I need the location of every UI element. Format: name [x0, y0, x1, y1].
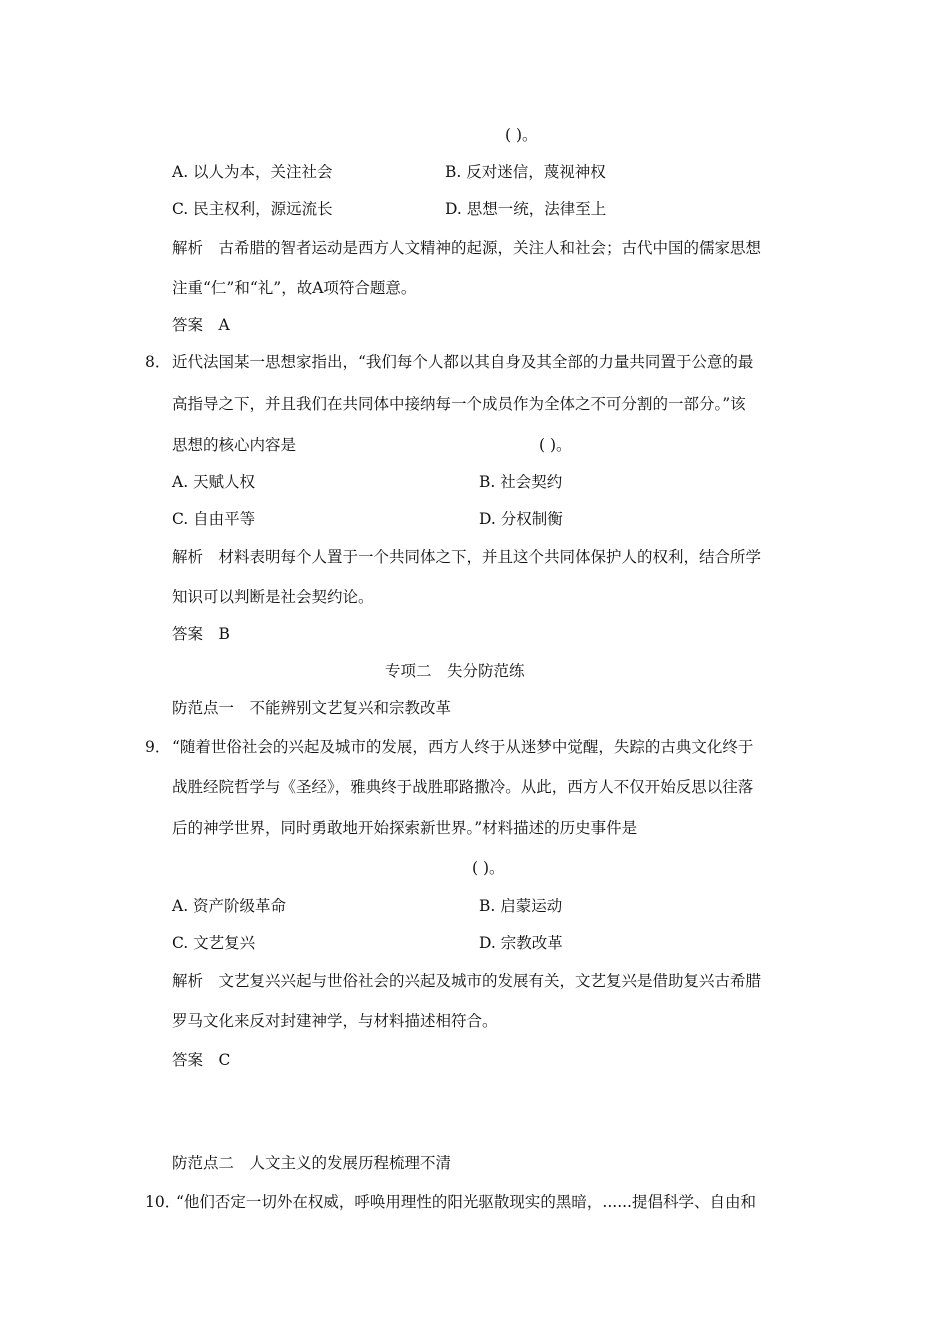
q8-option-d: D. 分权制衡: [479, 510, 563, 528]
q9-option-a: A. 资产阶级革命: [172, 897, 287, 915]
q8-analysis-line2: 知识可以判断是社会契约论。: [172, 588, 374, 606]
q8-number: 8．: [145, 353, 171, 371]
q9-stem-line1: “随着世俗社会的兴起及城市的发展，西方人终于从迷梦中觉醒，失踪的古典文化终于: [172, 738, 754, 756]
q8-stem-line2: 高指导之下，并且我们在共同体中接纳每一个成员作为全体之不可分割的一部分。”该: [172, 395, 746, 413]
q8-option-c: C. 自由平等: [172, 510, 256, 528]
section-title: 专项二 失分防范练: [385, 662, 525, 680]
q7-answer-bracket: ( )。: [505, 126, 538, 144]
q9-answer-bracket: ( )。: [472, 859, 505, 877]
q7-answer: 答案 A: [172, 316, 230, 334]
q9-number: 9．: [145, 738, 171, 756]
prevention-point-2: 防范点二 人文主义的发展历程梳理不清: [172, 1154, 452, 1172]
q9-stem-line3: 后的神学世界，同时勇敢地开始探索新世界。”材料描述的历史事件是: [172, 819, 638, 837]
q8-answer-bracket: ( )。: [539, 436, 572, 454]
q8-stem-line1: 近代法国某一思想家指出，“我们每个人都以其自身及其全部的力量共同置于公意的最: [172, 353, 754, 371]
q9-stem-line2: 战胜经院哲学与《圣经》，雅典终于战胜耶路撒冷。从此，西方人不仅开始反思以往落: [172, 778, 754, 796]
q8-stem-line3: 思想的核心内容是: [172, 436, 297, 454]
prevention-point-1: 防范点一 不能辨别文艺复兴和宗教改革: [172, 699, 452, 717]
q7-option-d: D. 思想一统，法律至上: [445, 200, 607, 218]
q9-option-c: C. 文艺复兴: [172, 934, 256, 952]
q8-analysis-line1: 解析 材料表明每个人置于一个共同体之下，并且这个共同体保护人的权利，结合所学: [172, 548, 762, 566]
q9-analysis-line1: 解析 文艺复兴兴起与世俗社会的兴起及城市的发展有关，文艺复兴是借助复兴古希腊: [172, 972, 762, 990]
q10-number: 10．: [145, 1193, 181, 1211]
q7-option-c: C. 民主权利，源远流长: [172, 200, 333, 218]
q9-analysis-line2: 罗马文化来反对封建神学，与材料描述相符合。: [172, 1012, 498, 1030]
q9-option-d: D. 宗教改革: [479, 934, 563, 952]
q8-option-a: A. 天赋人权: [172, 473, 256, 491]
q10-stem-line1: “他们否定一切外在权威，呼唤用理性的阳光驱散现实的黑暗，......提倡科学、自由和: [176, 1193, 756, 1211]
q8-option-b: B. 社会契约: [479, 473, 563, 491]
q7-analysis-line1: 解析 古希腊的智者运动是西方人文精神的起源，关注人和社会；古代中国的儒家思想: [172, 239, 762, 257]
q7-option-b: B. 反对迷信，蔑视神权: [445, 163, 606, 181]
q9-answer: 答案 C: [172, 1051, 231, 1069]
q7-option-a: A. 以人为本，关注社会: [172, 163, 333, 181]
q8-answer: 答案 B: [172, 625, 230, 643]
q9-option-b: B. 启蒙运动: [479, 897, 563, 915]
q7-analysis-line2: 注重“仁”和“礼”，故A项符合题意。: [172, 279, 417, 297]
